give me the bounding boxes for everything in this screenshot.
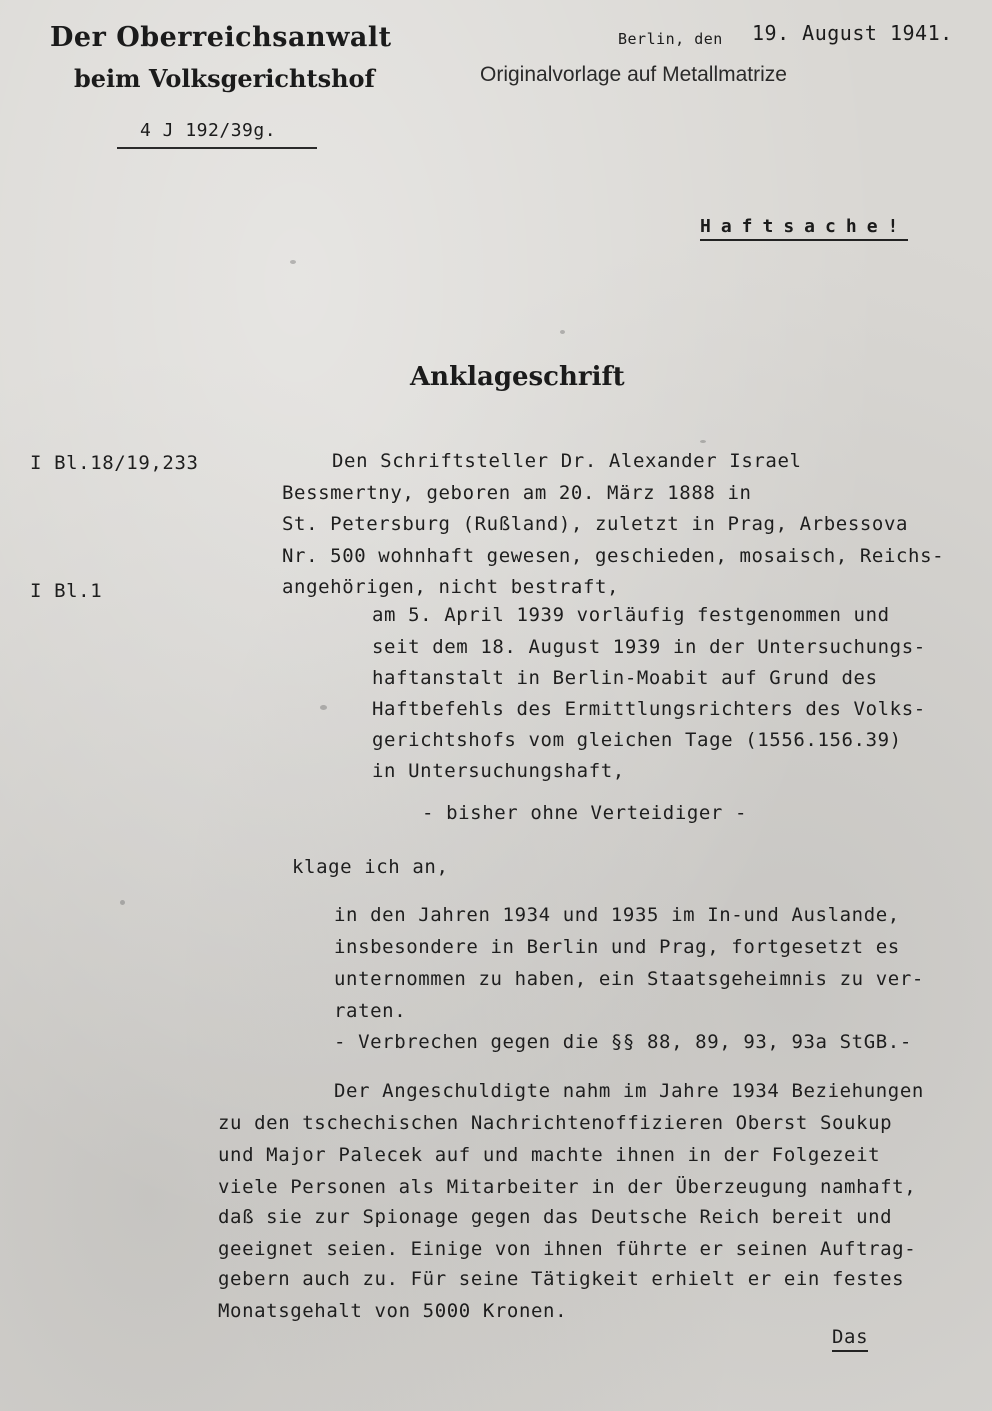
body-line-3: und Major Palecek auf und machte ihnen in der Folgezeit xyxy=(218,1144,881,1166)
body-line-8: Monatsgehalt von 5000 Kronen. xyxy=(218,1300,568,1322)
custody-line-3: haftanstalt in Berlin-Moabit auf Grund des xyxy=(372,667,878,689)
charge-intro: klage ich an, xyxy=(292,856,449,878)
crime-line: - Verbrechen gegen die §§ 88, 89, 93, 93a StGB.- xyxy=(334,1031,912,1053)
body-line-6: geeignet seien. Einige von ihnen führte er seinen Auftrag- xyxy=(218,1238,917,1260)
paper-speck xyxy=(320,705,327,710)
custody-note: Haftsache! xyxy=(700,216,908,241)
paper-speck xyxy=(290,260,296,264)
body-line-7: gebern auch zu. Für seine Tätigkeit erhielt er ein festes xyxy=(218,1268,905,1290)
file-number: 4 J 192/39g. xyxy=(140,120,277,141)
accused-line-4: Nr. 500 wohnhaft gewesen, geschieden, mosaisch, Reichs- xyxy=(282,545,945,567)
custody-line-5: gerichtshofs vom gleichen Tage (1556.156.39) xyxy=(372,729,902,751)
catchword: Das xyxy=(832,1326,868,1352)
accused-line-5: angehörigen, nicht bestraft, xyxy=(282,576,620,598)
charge-line-4: raten. xyxy=(334,1000,407,1022)
defense-note: - bisher ohne Verteidiger - xyxy=(422,802,748,824)
paper-speck xyxy=(700,440,706,443)
charge-line-2: insbesondere in Berlin und Prag, fortgesetzt es xyxy=(334,936,900,958)
accused-line-1: Den Schriftsteller Dr. Alexander Israel xyxy=(332,450,802,472)
margin-ref-2: I Bl.1 xyxy=(30,580,103,602)
archive-note: Originalvorlage auf Metallmatrize xyxy=(480,63,787,86)
authority-line-1: Der Oberreichsanwalt xyxy=(50,22,392,53)
body-line-2: zu den tschechischen Nachrichtenoffizieren Oberst Soukup xyxy=(218,1112,893,1134)
paper-speck xyxy=(120,900,125,905)
custody-line-2: seit dem 18. August 1939 in der Untersuchungs- xyxy=(372,636,926,658)
margin-ref-1: I Bl.18/19,233 xyxy=(30,452,199,474)
paper-speck xyxy=(560,330,565,334)
document-title: Anklageschrift xyxy=(410,362,625,392)
document-date: 19. August 1941. xyxy=(752,21,953,45)
body-line-5: daß sie zur Spionage gegen das Deutsche Reich bereit und xyxy=(218,1206,893,1228)
place-date-prefix: Berlin, den xyxy=(618,30,723,48)
body-line-1: Der Angeschuldigte nahm im Jahre 1934 Beziehungen xyxy=(334,1080,924,1102)
custody-line-6: in Untersuchungshaft, xyxy=(372,760,625,782)
authority-line-2: beim Volksgerichtshof xyxy=(74,64,375,93)
custody-line-4: Haftbefehls des Ermittlungsrichters des Volks- xyxy=(372,698,926,720)
body-line-4: viele Personen als Mitarbeiter in der Überzeugung namhaft, xyxy=(218,1176,917,1198)
custody-line-1: am 5. April 1939 vorläufig festgenommen und xyxy=(372,604,890,626)
charge-line-1: in den Jahren 1934 und 1935 im In-und Auslande, xyxy=(334,904,900,926)
charge-line-3: unternommen zu haben, ein Staatsgeheimnis zu ver- xyxy=(334,968,924,990)
accused-line-3: St. Petersburg (Rußland), zuletzt in Prag, Arbessova xyxy=(282,513,909,535)
accused-line-2: Bessmertny, geboren am 20. März 1888 in xyxy=(282,482,752,504)
file-number-rule xyxy=(117,147,317,149)
